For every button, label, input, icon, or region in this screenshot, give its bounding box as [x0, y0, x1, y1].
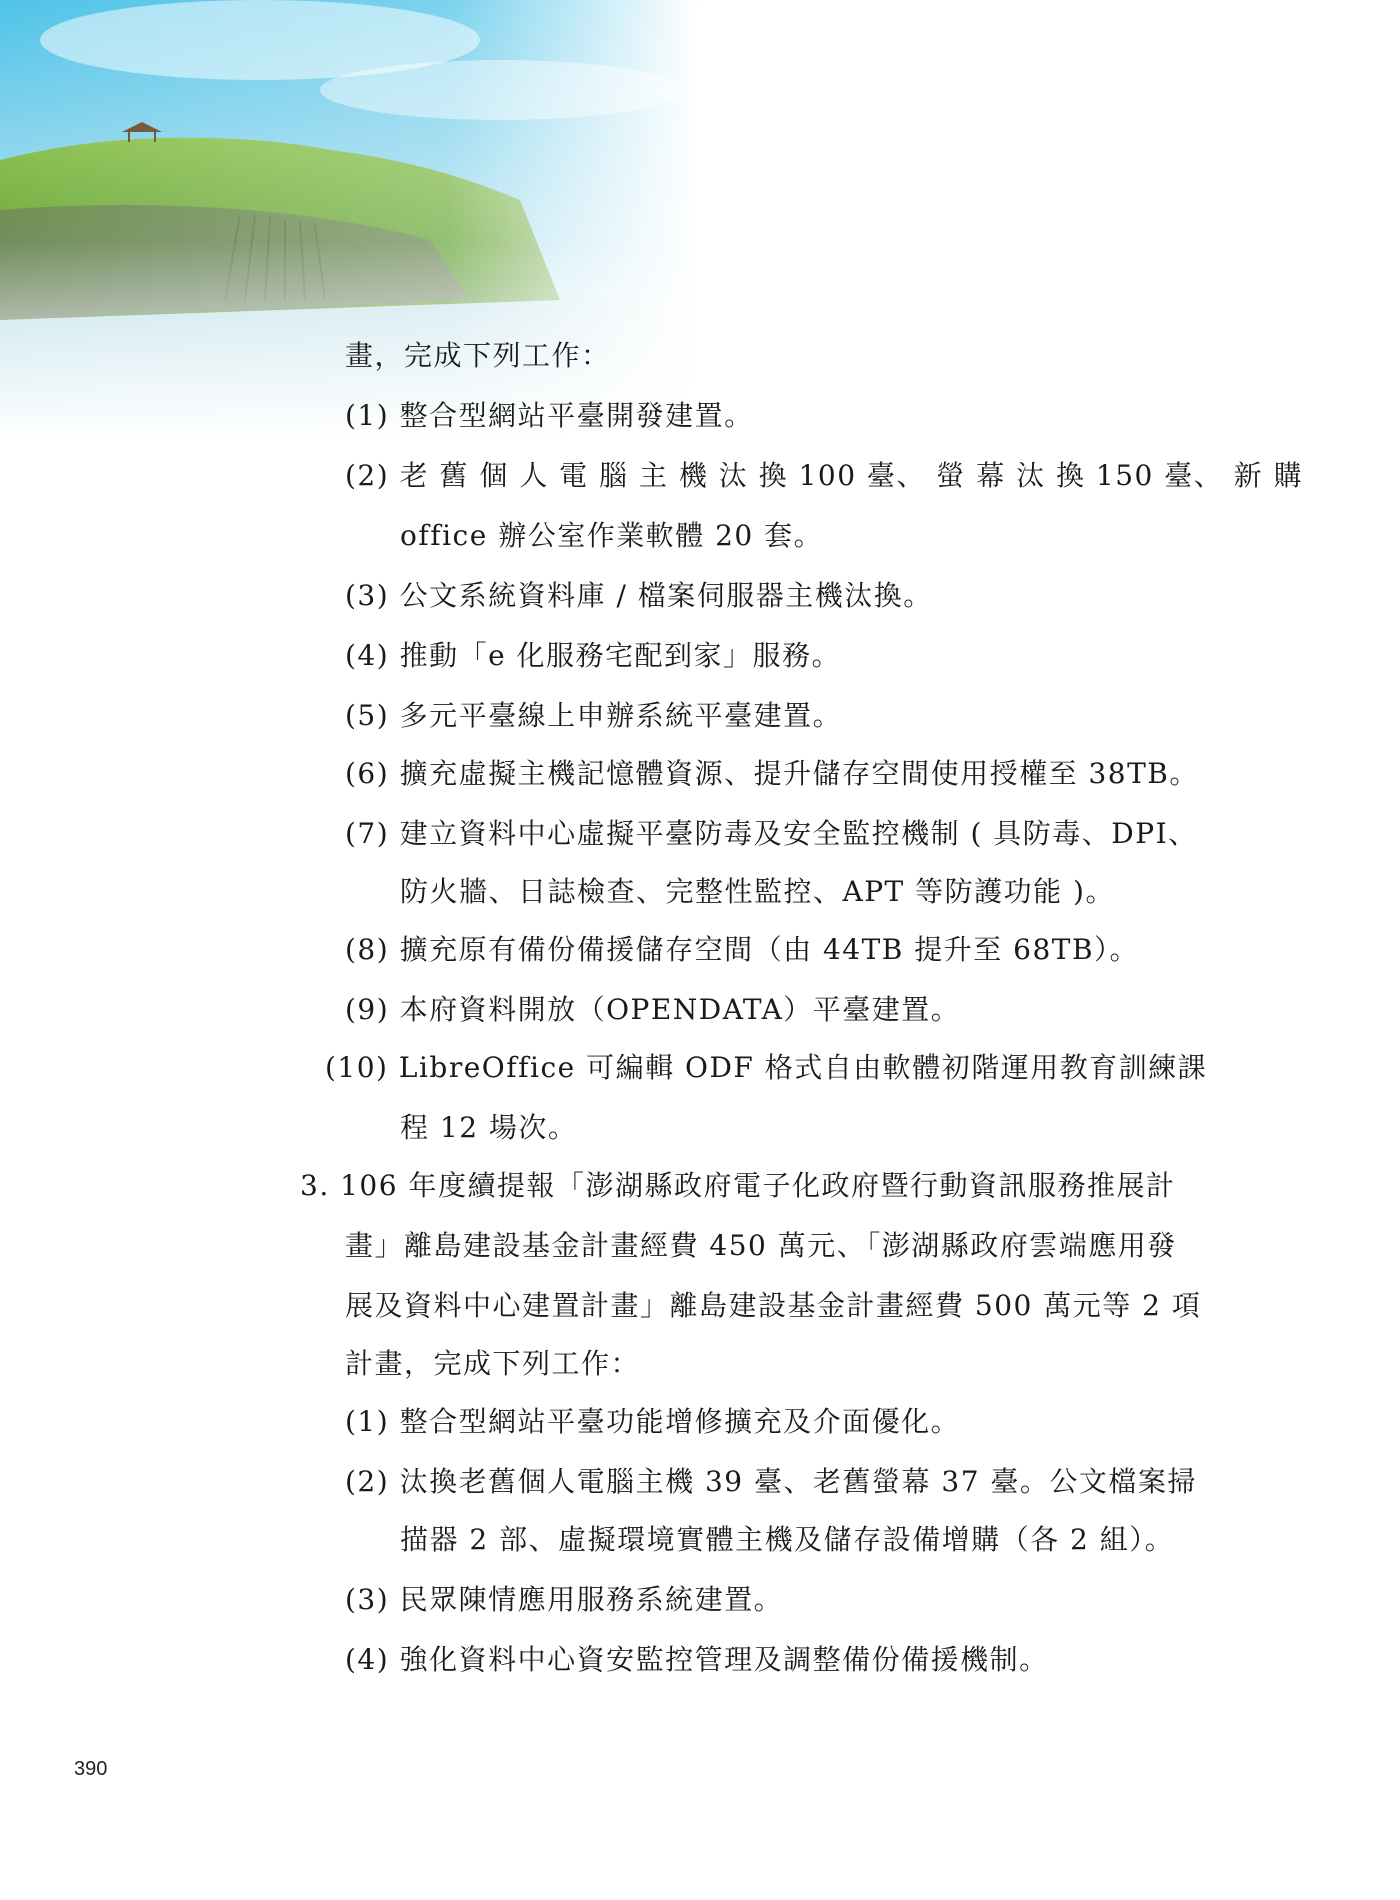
text-line: (8) 擴充原有備份備援儲存空間（由 44TB 提升至 68TB）。	[345, 933, 1140, 966]
text-line: (3) 民眾陳情應用服務系統建置。	[345, 1583, 784, 1616]
text-line: (7) 建立資料中心虛擬平臺防毒及安全監控機制 ( 具防毒、DPI、	[345, 817, 1198, 850]
text-line: 畫，完成下列工作：	[345, 339, 611, 372]
text-line: (1) 整合型網站平臺開發建置。	[345, 399, 754, 432]
text-line: (1) 整合型網站平臺功能增修擴充及介面優化。	[345, 1405, 961, 1438]
text-line: (9) 本府資料開放（OPENDATA）平臺建置。	[345, 993, 961, 1026]
text-line: 防火牆、日誌檢查、完整性監控、APT 等防護功能 )。	[400, 875, 1115, 908]
page-number: 390	[74, 1758, 108, 1780]
text-line: 3. 106 年度續提報「澎湖縣政府電子化政府暨行動資訊服務推展計	[300, 1169, 1176, 1202]
text-line: (2) 老 舊 個 人 電 腦 主 機 汰 換 100 臺、 螢 幕 汰 換 150 臺、 新 購	[345, 459, 1304, 492]
text-line: 程 12 場次。	[400, 1111, 578, 1144]
text-line: (2) 汰換老舊個人電腦主機 39 臺、老舊螢幕 37 臺。公文檔案掃	[345, 1465, 1197, 1498]
text-line: (5) 多元平臺線上申辦系統平臺建置。	[345, 699, 843, 732]
text-line: (6) 擴充虛擬主機記憶體資源、提升儲存空間使用授權至 38TB。	[345, 757, 1199, 790]
text-line: office 辦公室作業軟體 20 套。	[400, 519, 824, 552]
text-line: 展及資料中心建置計畫」離島建設基金計畫經費 500 萬元等 2 項	[345, 1289, 1202, 1322]
text-line: 畫」離島建設基金計畫經費 450 萬元、「澎湖縣政府雲端應用發	[345, 1229, 1177, 1262]
text-line: 計畫，完成下列工作：	[345, 1347, 641, 1380]
text-line: (4) 強化資料中心資安監控管理及調整備份備援機制。	[345, 1643, 1049, 1676]
text-line: 描器 2 部、虛擬環境實體主機及儲存設備增購（各 2 組）。	[400, 1523, 1175, 1556]
text-line: (3) 公文系統資料庫 / 檔案伺服器主機汰換。	[345, 579, 933, 612]
text-line: (10) LibreOffice 可編輯 ODF 格式自由軟體初階運用教育訓練課	[325, 1051, 1208, 1084]
text-line: (4) 推動「e 化服務宅配到家」服務。	[345, 639, 842, 672]
